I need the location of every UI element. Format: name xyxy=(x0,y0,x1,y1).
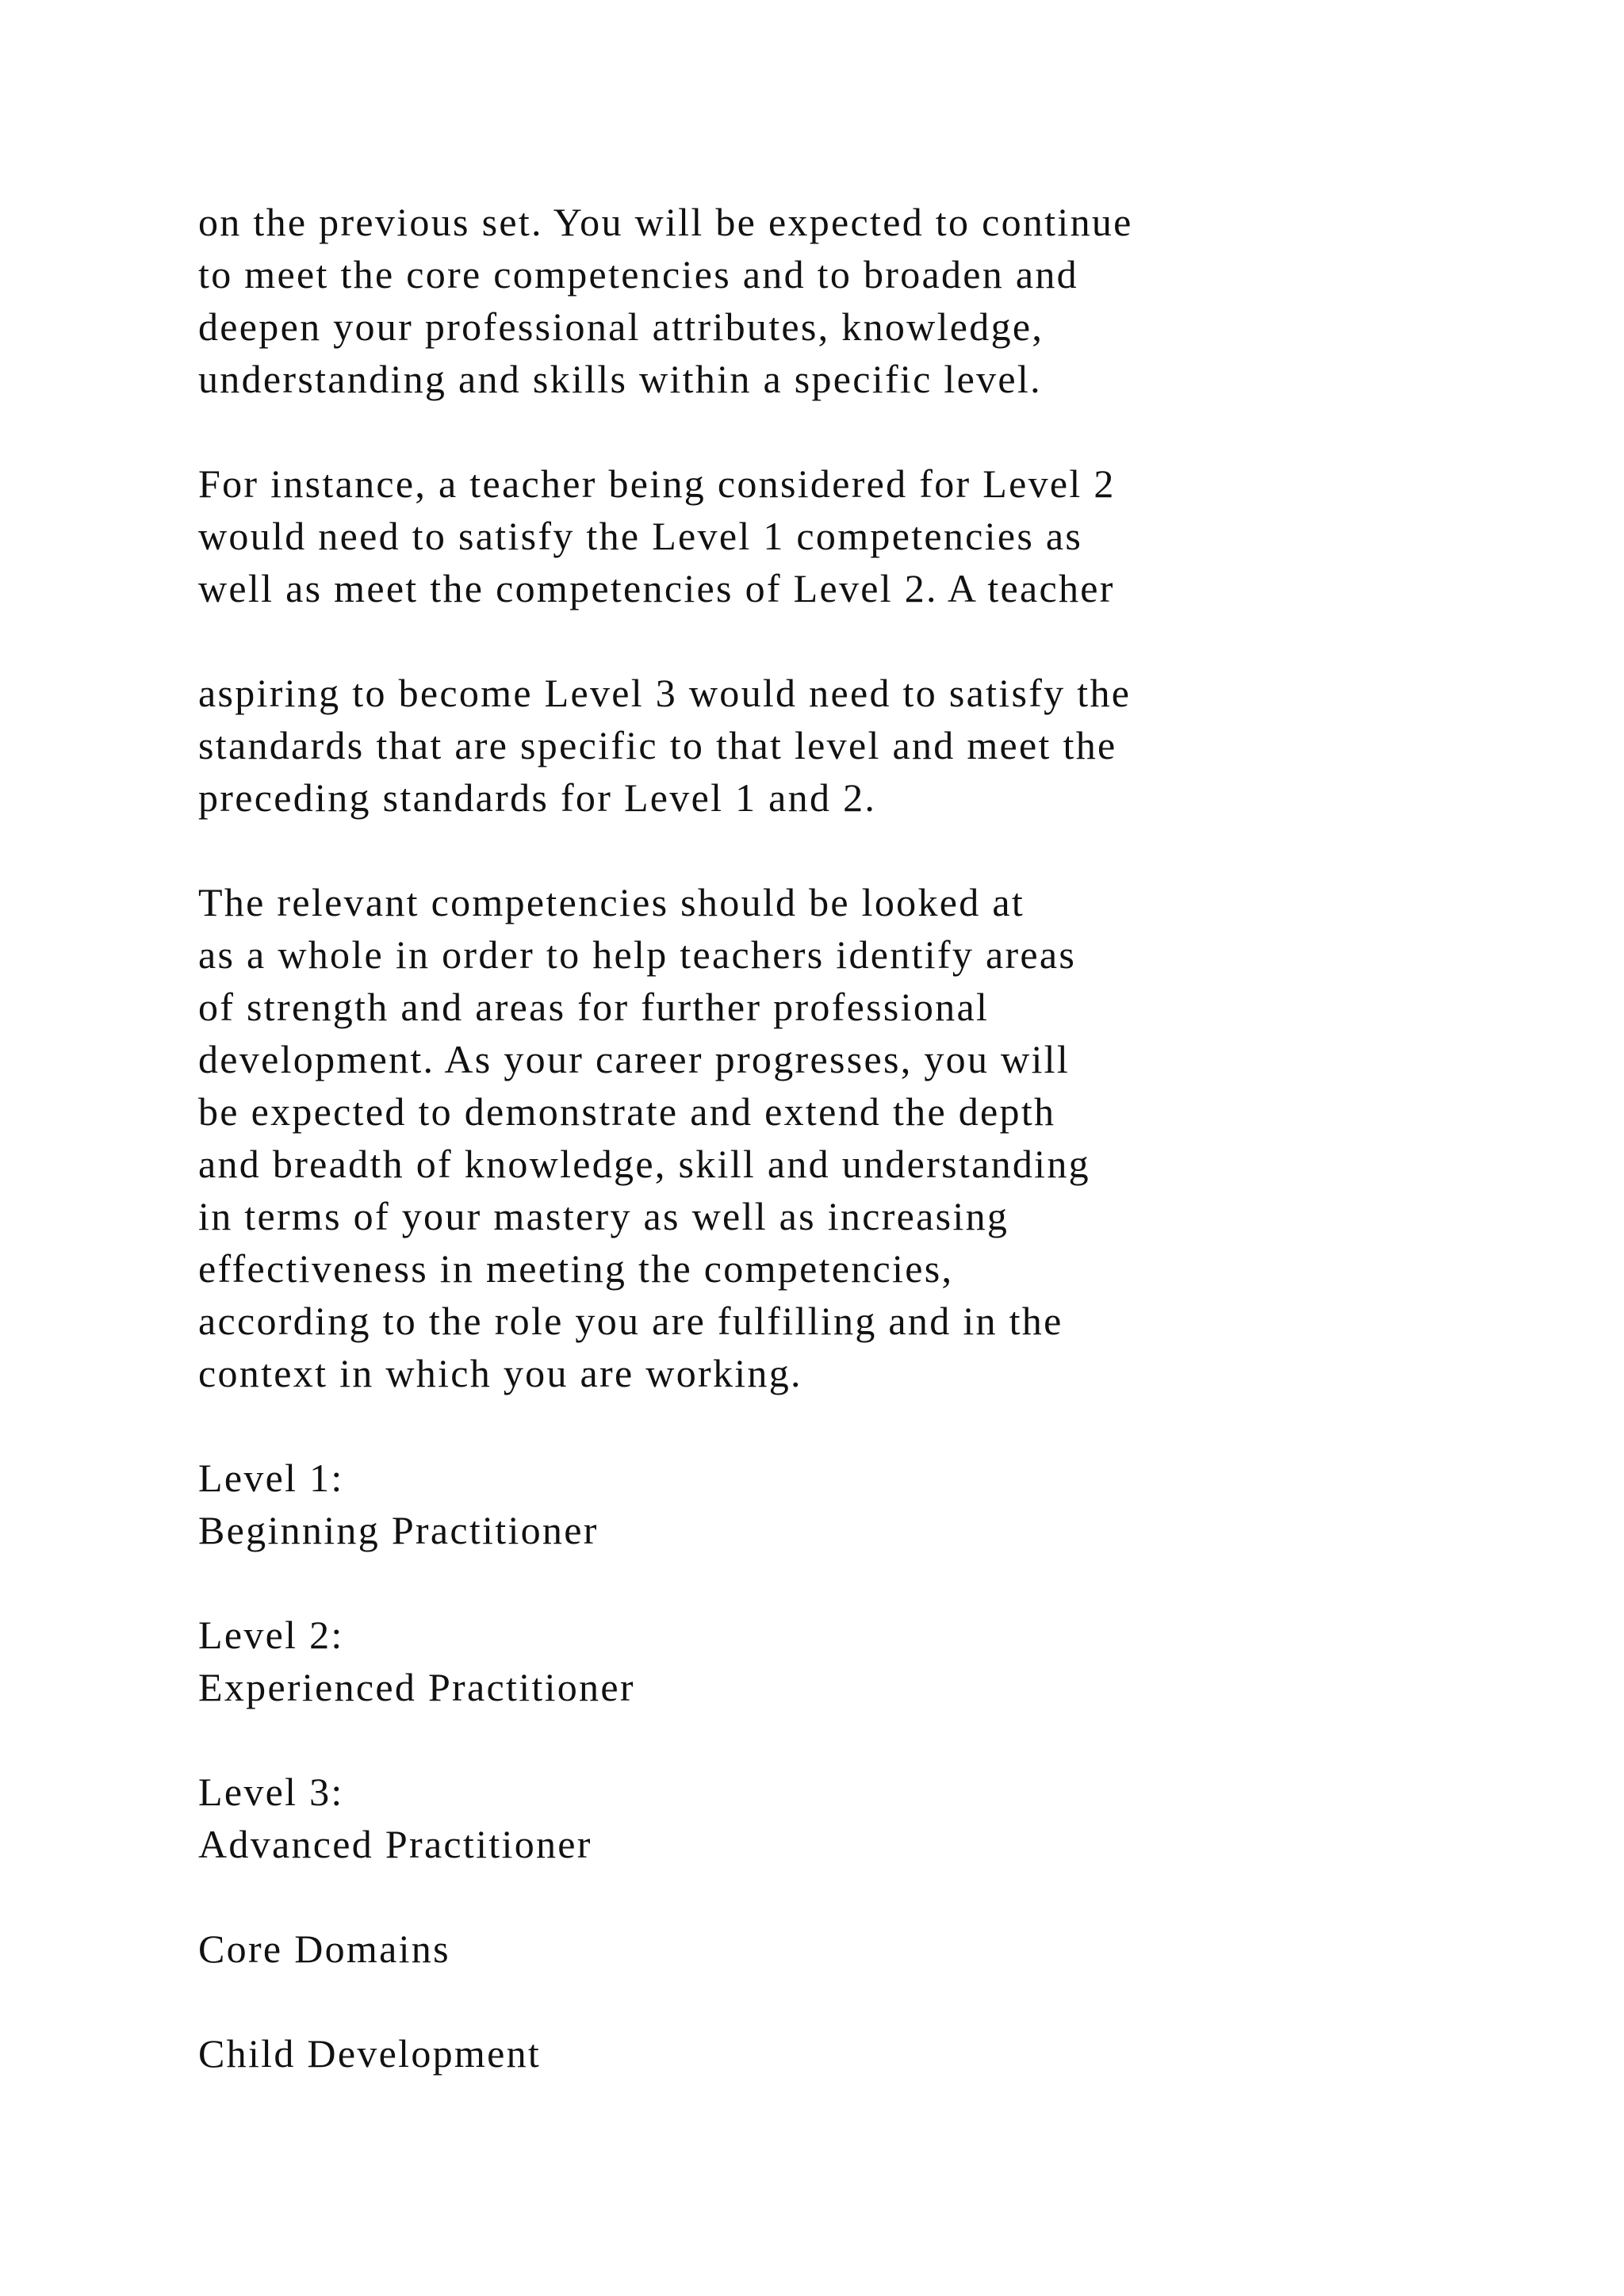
text-line: in terms of your mastery as well as increasing xyxy=(198,1194,1009,1238)
text-line: well as meet the competencies of Level 2. A teacher xyxy=(198,566,1115,610)
text-line: be expected to demonstrate and extend the depth xyxy=(198,1089,1056,1134)
core-domains-heading: Core Domains xyxy=(198,1927,450,1971)
text-line: preceding standards for Level 1 and 2. xyxy=(198,775,877,820)
text-line: and breadth of knowledge, skill and understanding xyxy=(198,1142,1090,1186)
text-line: development. As your career progresses, you will xyxy=(198,1037,1071,1081)
text-line: of strength and areas for further professional xyxy=(198,985,990,1029)
level-3-heading: Level 3: xyxy=(198,1770,344,1814)
level-1-title: Beginning Practitioner xyxy=(198,1508,599,1552)
paragraph-relevant-competencies xyxy=(198,876,1546,1399)
level-2-heading: Level 2: xyxy=(198,1613,344,1657)
paragraph-level3-example xyxy=(198,667,1546,824)
text-line: For instance, a teacher being considered for Level 2 xyxy=(198,461,1116,506)
text-line: understanding and skills within a specific level. xyxy=(198,357,1042,401)
paragraph-expectations xyxy=(198,196,1546,405)
text-line: The relevant competencies should be looked at xyxy=(198,880,1025,924)
text-line: on the previous set. You will be expected to continue xyxy=(198,200,1133,244)
level-2-title: Experienced Practitioner xyxy=(198,1665,635,1709)
child-development-heading: Child Development xyxy=(198,2031,542,2076)
core-domains-heading-block xyxy=(198,1923,1546,1975)
level-3-block xyxy=(198,1766,1546,1870)
text-line: deepen your professional attributes, knowledge, xyxy=(198,304,1044,349)
text-line: as a whole in order to help teachers identify areas xyxy=(198,932,1077,977)
text-line: standards that are specific to that level and meet the xyxy=(198,723,1117,767)
text-line: according to the role you are fulfilling and in the xyxy=(198,1299,1063,1343)
child-development-block xyxy=(198,2027,1546,2080)
text-line: context in which you are working. xyxy=(198,1351,802,1395)
level-2-block xyxy=(198,1609,1546,1713)
level-1-heading: Level 1: xyxy=(198,1456,344,1500)
text-line: aspiring to become Level 3 would need to satisfy the xyxy=(198,671,1132,715)
level-1-block xyxy=(198,1452,1546,1556)
text-line: effectiveness in meeting the competencies, xyxy=(198,1246,954,1291)
paragraph-level2-example xyxy=(198,457,1546,614)
document-body xyxy=(198,196,1546,2132)
level-3-title: Advanced Practitioner xyxy=(198,1822,592,1866)
text-line: would need to satisfy the Level 1 competencies as xyxy=(198,514,1083,558)
text-line: to meet the core competencies and to broaden and xyxy=(198,252,1078,297)
